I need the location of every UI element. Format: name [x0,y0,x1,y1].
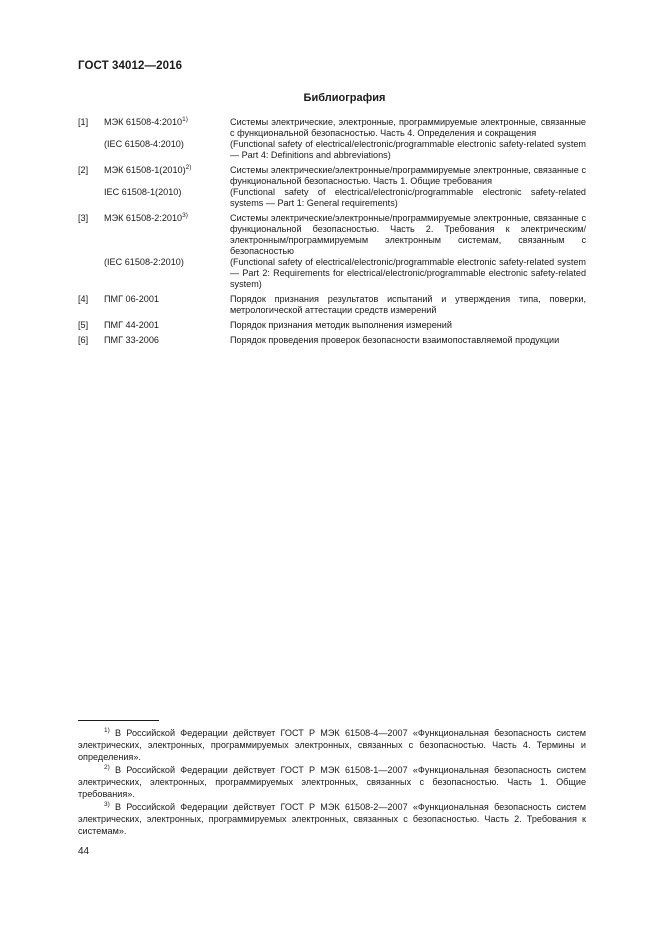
footnote-reference: 1) [182,115,188,123]
entry-number [78,257,104,290]
bibliography-row [78,165,586,187]
entry-code [104,187,230,209]
bibliography-row [78,320,586,331]
entry-code [104,294,230,316]
entry-code [104,320,230,331]
footnote [78,727,586,763]
bibliography-row [78,139,586,161]
footnote-mark: 2) [104,763,110,771]
entry-description: (Functional safety of electrical/electronic/programmable electronic safety-related systems — Part 1: General requirements) [230,187,586,208]
entry-number: [5] [78,320,89,330]
entry-number: [6] [78,335,89,345]
footnote-divider [78,720,159,721]
entry-code-text: ПМГ 06-2001 [104,294,159,304]
footnote-text: В Российской Федерации действует ГОСТ Р МЭК 61508-2—2007 «Функциональная безопасность систем электрических, электронных, программируемых электронных, связанных с безопасностью. Часть 2. Требования к системам». [78,802,586,836]
entry-number [78,139,104,161]
bibliography-row [78,335,586,346]
entry-code [104,335,230,346]
entry-number: [4] [78,294,89,304]
entry-description: Системы электрические/электронные/программируемые электронные, связанные с функциональной безопасностью. Часть 2. Требования к электрическим/электронным/программируемым электронным системам, связанным с безопасностью [230,213,586,256]
bibliography-entry [78,294,586,316]
entry-code [104,139,230,161]
entry-code-text: ПМГ 44-2001 [104,320,159,330]
footnotes [78,727,586,838]
entry-number [78,187,104,209]
bibliography-row [78,213,586,257]
entry-description: Порядок проведения проверок безопасности взаимопоставляемой продукции [230,335,560,345]
page-title: Библиография [303,92,386,104]
entry-code-text: IEC 61508-1(2010) [104,187,182,197]
page-number: 44 [78,846,90,857]
entry-number: [1] [78,117,89,127]
bibliography-entry [78,165,586,209]
entry-code-text: ПМГ 33-2006 [104,335,159,345]
entry-description: (Functional safety of electrical/electronic/programmable electronic safety-related system — Part 2: Requirements for electrical/electronic/programmable electronic safety-related system) [230,257,586,289]
entry-description: Порядок признания результатов испытаний и утверждения типа, поверки, метрологической аттестации средств измерений [230,294,586,315]
bibliography-list [78,117,586,350]
entry-code-text: (IEC 61508-2:2010) [104,257,184,267]
footnote [78,764,586,800]
entry-description: Системы электрические, электронные, программируемые электронные, связанные с функциональной безопасностью. Часть 4. Определения и сокращения [230,117,586,138]
document-header: ГОСТ 34012—2016 [78,60,183,72]
footnote-reference: 2) [185,163,192,171]
entry-code-text: МЭК 61508-1(2010) [104,165,186,175]
footnote-mark: 3) [104,800,110,808]
entry-code [104,117,230,139]
entry-number: [2] [78,165,89,175]
entry-code [104,165,230,187]
entry-code-text: МЭК 61508-4:2010 [104,117,183,127]
entry-code-text: МЭК 61508-2:2010 [104,213,183,223]
bibliography-row [78,257,586,290]
entry-description: Системы электрические/электронные/программируемые электронные, связанные с функциональной безопасностью. Часть 1. Общие требования [230,165,586,186]
entry-code [104,213,230,257]
footnote-reference: 3) [182,211,188,219]
bibliography-row [78,117,586,139]
entry-description: (Functional safety of electrical/electronic/programmable electronic safety-related system — Part 4: Definitions and abbreviations) [230,139,586,160]
entry-code-text: (IEC 61508-4:2010) [104,139,184,149]
bibliography-row [78,294,586,316]
bibliography-entry [78,320,586,331]
entry-code [104,257,230,290]
bibliography-entry [78,117,586,161]
bibliography-entry [78,213,586,290]
bibliography-entry [78,335,586,346]
entry-number: [3] [78,213,89,223]
footnote-text: В Российской Федерации действует ГОСТ Р МЭК 61508-4—2007 «Функциональная безопасность систем электрических, электронных, программируемых электронных, связанных с безопасностью. Часть 4. Термины и определения». [78,728,586,762]
footnote-text: В Российской Федерации действует ГОСТ Р МЭК 61508-1—2007 «Функциональная безопасность систем электрических, электронных, программируемых электронных, связанных с безопасностью. Часть 1. Общие требования». [78,765,586,799]
bibliography-row [78,187,586,209]
footnote-mark: 1) [104,726,110,734]
entry-description: Порядок признания методик выполнения измерений [230,320,452,330]
footnote [78,801,586,837]
